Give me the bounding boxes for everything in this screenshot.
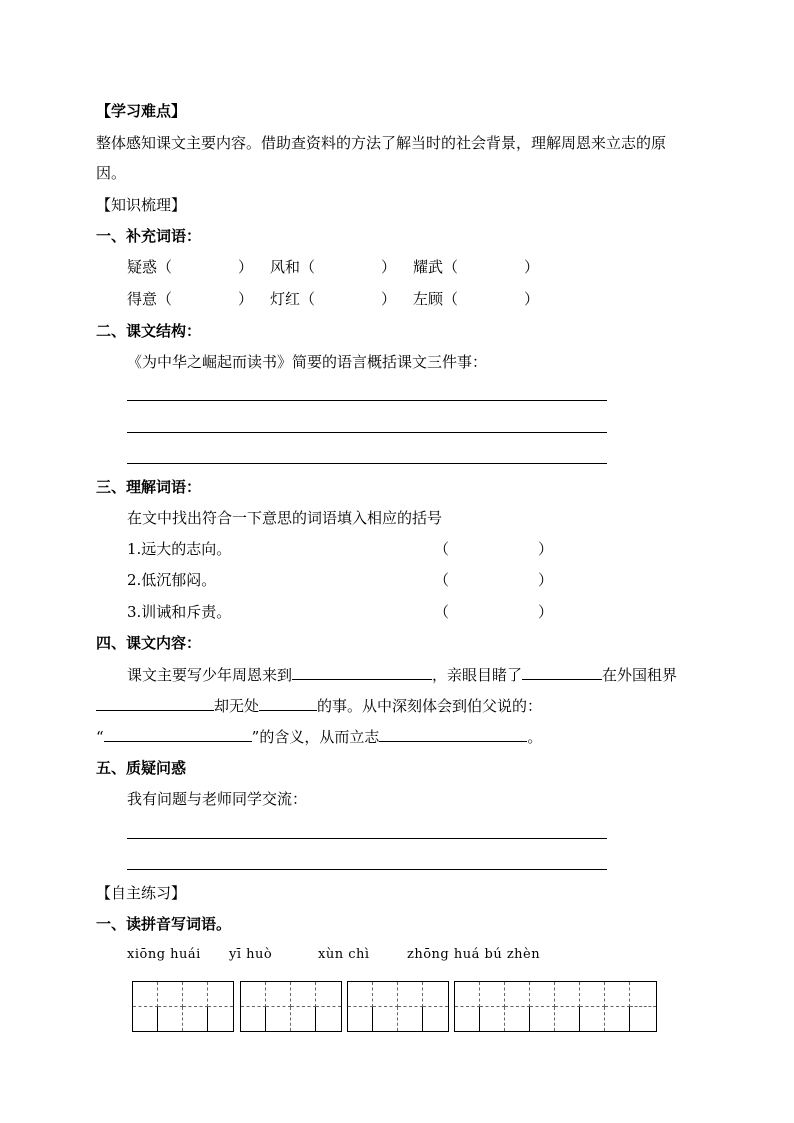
fill-blank[interactable] [104,726,252,742]
fill-blank[interactable] [96,695,214,711]
s2-heading: 二、课文结构： [96,322,202,340]
s3-prompt: 在文中找出符合一下意思的词语填入相应的括号 [127,509,443,527]
paren-close: ） [381,258,397,276]
s4-text: 却无处 [214,697,260,715]
writing-grid-2[interactable] [240,981,342,1032]
answer-line[interactable] [127,838,607,839]
writing-grid-4[interactable] [454,981,657,1032]
answer-line[interactable] [127,400,607,401]
fill-blank[interactable] [259,695,317,711]
s5-prompt: 我有问题与老师同学交流： [127,790,308,808]
paren-close: ） [238,258,254,276]
answer-line[interactable] [127,869,607,870]
s4-heading: 四、课文内容： [96,634,202,652]
s4-line2 [96,695,542,716]
s3-heading: 三、理解词语： [96,478,202,496]
difficulty-text-line1: 整体感知课文主要内容。借助查资料的方法了解当时的社会背景，理解周恩来立志的原 [96,134,667,152]
section-heading-knowledge: 【知识梳理】 [96,196,187,214]
pinyin-3: xùn chì [318,947,370,962]
s2-prompt: 《为中华之崛起而读书》简要的语言概括课文三件事： [127,353,488,371]
word-fill-5: 灯红（ [270,290,316,308]
s1-heading: 一、补充词语： [96,227,202,245]
pinyin-4: zhōng huá bú zhèn [407,947,541,962]
s3-item-1: 1.远大的志向。 [127,540,232,558]
paren-open: （ [434,603,450,621]
s4-text: 在外国租界 [602,666,678,684]
paren-close: ） [538,540,554,558]
paren-close: ） [524,290,540,308]
s4-text: 。 [527,728,543,746]
s4-text: 课文主要写少年周恩来到 [127,666,293,684]
fill-blank[interactable] [379,726,527,742]
s4-line1 [127,664,677,685]
s4-line3 [96,726,542,747]
s5-heading: 五、质疑问惑 [96,759,187,777]
word-fill-4: 得意（ [127,290,173,308]
s4-text: ，亲眼目睹了 [432,666,523,684]
section-heading-practice: 【自主练习】 [96,884,187,902]
answer-line[interactable] [127,432,607,433]
writing-grid-1[interactable] [132,981,234,1032]
s3-item-2: 2.低沉郁闷。 [127,571,217,589]
paren-close: ） [524,258,540,276]
section-heading-difficulty: 【学习难点】 [96,102,187,120]
practice-q1: 一、读拼音写词语。 [96,915,232,933]
word-fill-6: 左顾（ [413,290,459,308]
paren-close: ） [538,603,554,621]
paren-open: （ [434,540,450,558]
s4-text: ”的含义，从而立志 [251,728,380,746]
word-fill-3: 耀武（ [413,258,459,276]
s4-text: 的事。从中深刻体会到伯父说的： [317,697,543,715]
paren-close: ） [238,290,254,308]
pinyin-1: xiōng huái [127,947,201,962]
fill-blank[interactable] [522,664,602,680]
word-fill-2: 风和（ [270,258,316,276]
fill-blank[interactable] [292,664,432,680]
answer-line[interactable] [127,463,607,464]
s4-text: “ [96,728,104,746]
paren-open: （ [434,571,450,589]
paren-close: ） [381,290,397,308]
s3-item-3: 3.训诫和斥责。 [127,603,232,621]
difficulty-text-line2: 因。 [96,164,127,182]
pinyin-2: yī huò [229,947,273,962]
paren-close: ） [538,571,554,589]
word-fill-1: 疑惑（ [127,258,173,276]
writing-grid-3[interactable] [347,981,449,1032]
